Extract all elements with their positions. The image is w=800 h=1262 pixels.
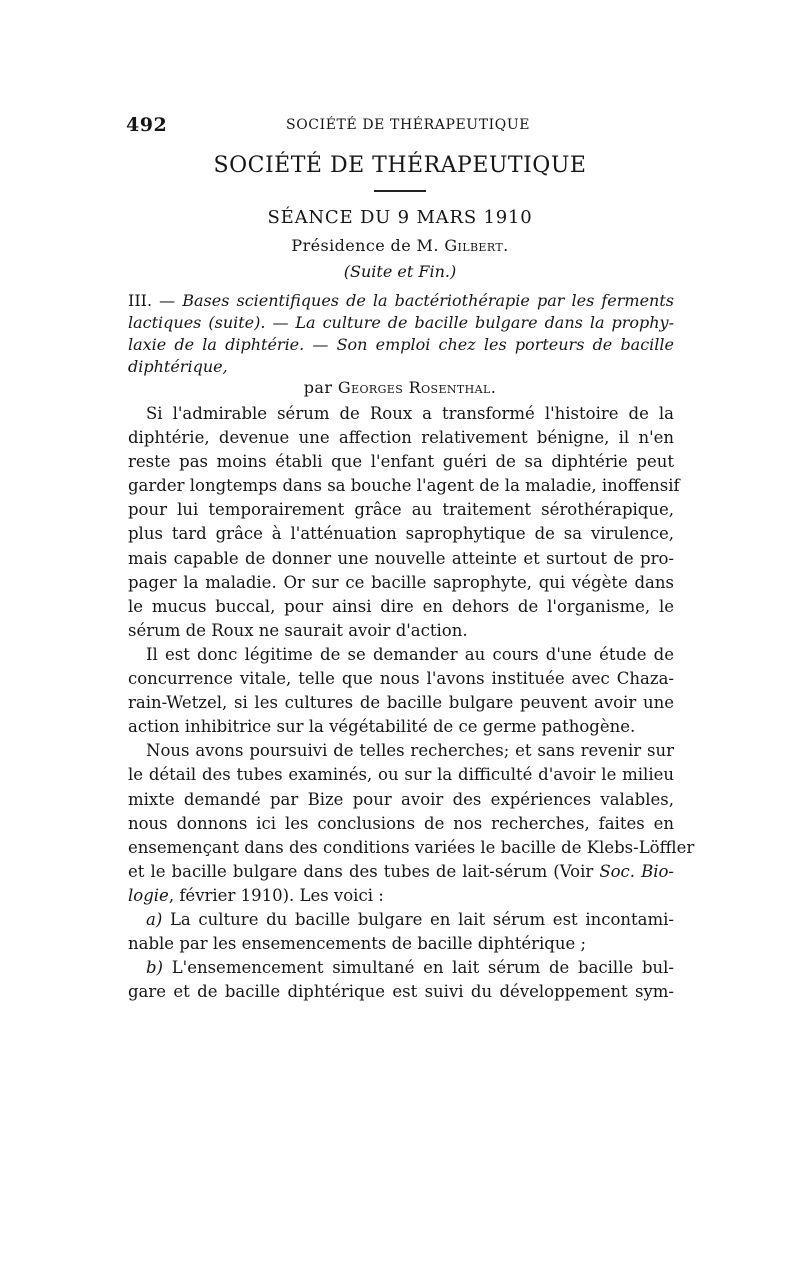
body-line: Il est donc légitime de se demander au cours d'une étude de (146, 644, 674, 664)
list-marker: b) (146, 958, 163, 978)
body-line: pager la maladie. Or sur ce bacille saprophyte, qui végète dans (128, 572, 674, 592)
body-line: nous donnons ici les conclusions de nos recherches, faites en (128, 813, 674, 833)
body-line: gare et de bacille diphtérique est suivi du développement sym- (128, 982, 674, 1002)
article-heading-line: laxie de la diphtérie. — Son emploi chez les porteurs de bacille (128, 335, 674, 354)
body-line: reste pas moins établi que l'enfant guéri de sa diphtérie peut (128, 452, 674, 472)
running-title: SOCIÉTÉ DE THÉRAPEUTIQUE (286, 117, 531, 133)
author-name: Georges Rosenthal (337, 378, 491, 397)
body-line-text: L'ensemencement simultané en lait sérum de bacille bul- (171, 958, 674, 978)
body-line-text: , février 1910). Les voici : (168, 885, 384, 905)
article-numeral: III. — (128, 291, 183, 310)
reference-italic: logie (128, 885, 169, 905)
body-line: concurrence vitale, telle que nous l'avons instituée avec Chaza- (128, 669, 674, 689)
body-line: Nous avons poursuivi de telles recherches; et sans revenir sur (146, 741, 674, 761)
body-line: rain-Wetzel, si les cultures de bacille bulgare peuvent avoir une (128, 693, 674, 713)
continuation-note: (Suite et Fin.) (343, 262, 457, 281)
article-heading-line (128, 290, 674, 312)
body-line: nable par les ensemencements de bacille diphtérique ; (128, 934, 587, 954)
article-heading-text: Bases scientifiques de la bactériothérapie par les ferments (182, 291, 674, 310)
main-title: SOCIÉTÉ DE THÉRAPEUTIQUE (213, 153, 587, 178)
byline-prefix: par (303, 378, 338, 397)
session-heading: SÉANCE DU 9 MARS 1910 (267, 207, 533, 228)
article-heading (128, 290, 674, 378)
article-heading-line: diphtérique, (128, 357, 228, 376)
title-rule (374, 190, 426, 192)
list-marker: a) (146, 909, 163, 929)
body-line: mais capable de donner une nouvelle atteinte et surtout de pro- (128, 548, 674, 568)
byline (0, 378, 800, 397)
presidency-suffix: . (503, 236, 509, 255)
body-line: le détail des tubes examinés, ou sur la difficulté d'avoir le milieu (128, 765, 674, 785)
body-line-text: et le bacille bulgare dans des tubes de lait-sérum (Voir (128, 861, 600, 881)
article-heading-line: lactiques (suite). — La culture de bacille bulgare dans la prophy- (128, 313, 674, 332)
body-line: pour lui temporairement grâce au traitement sérothérapique, (128, 500, 674, 520)
body-line (128, 908, 674, 932)
presidency-prefix: Présidence de M. (291, 236, 445, 255)
body-text (128, 402, 695, 1004)
body-line: Si l'admirable sérum de Roux a transformé l'histoire de la (146, 404, 674, 423)
body-line (128, 860, 674, 884)
byline-suffix: . (490, 378, 497, 397)
president-name: Gilbert (444, 236, 504, 255)
reference-italic: Soc. Bio- (599, 861, 674, 881)
body-line (128, 884, 674, 908)
presidency-line (0, 236, 800, 255)
page-number: 492 (126, 114, 168, 136)
body-line: mixte demandé par Bize pour avoir des expériences valables, (128, 789, 674, 809)
body-line: garder longtemps dans sa bouche l'agent de la maladie, inoffensif (128, 476, 680, 496)
body-line: ensemençant dans des conditions variées le bacille de Klebs-Löffler (128, 837, 695, 857)
body-line: plus tard grâce à l'atténuation saprophytique de sa virulence, (128, 524, 674, 544)
body-line-text: La culture du bacille bulgare en lait sérum est incontami- (169, 909, 675, 929)
body-line: sérum de Roux ne saurait avoir d'action. (128, 620, 468, 640)
body-line: diphtérie, devenue une affection relativement bénigne, il n'en (128, 428, 674, 448)
body-line (128, 956, 674, 980)
body-line: action inhibitrice sur la végétabilité de ce germe pathogène. (128, 717, 636, 737)
running-head (126, 114, 672, 140)
body-line: le mucus buccal, pour ainsi dire en dehors de l'organisme, le (128, 596, 674, 616)
